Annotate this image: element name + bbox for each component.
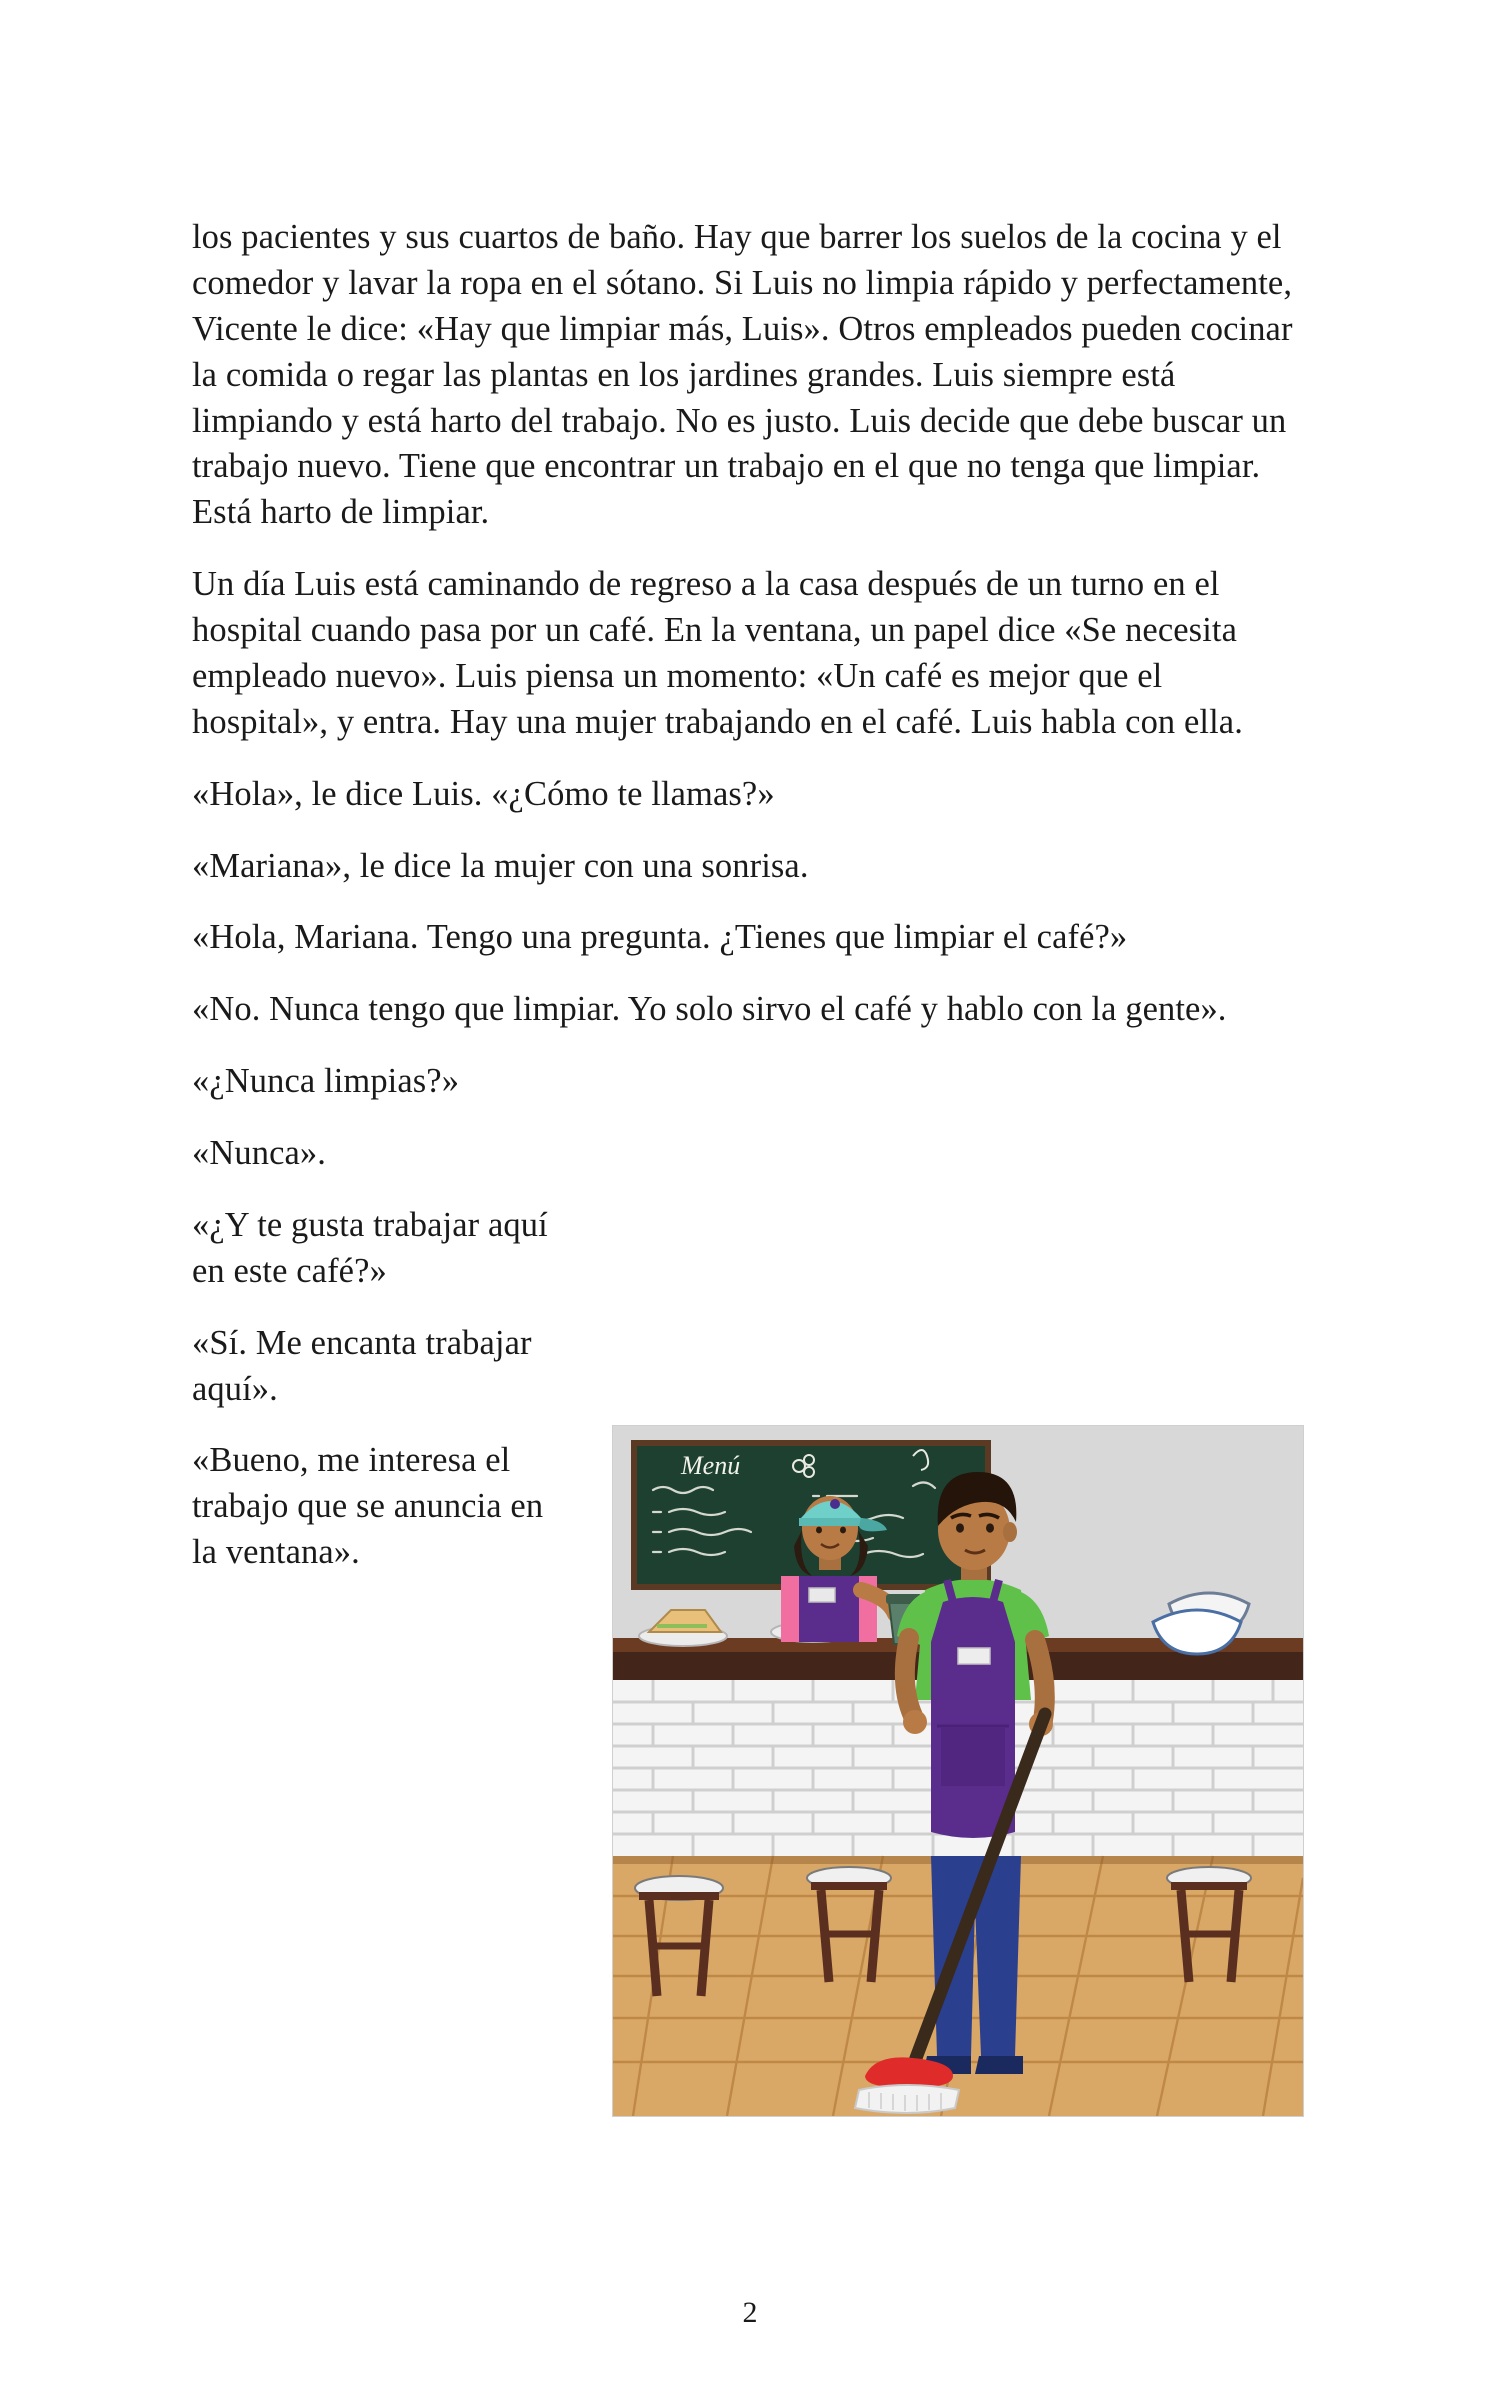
paragraph-3: «Hola», le dice Luis. «¿Cómo te llamas?» xyxy=(192,774,775,813)
cafe-illustration xyxy=(612,1425,1304,2117)
paragraph-1: los pacientes y sus cuartos de baño. Hay que barrer los suelos de la cocina y el comedor y lavar la ropa en el sótano. Si Luis no limpia rápido y perfectamente, Vicente le dice: «Hay que limpiar más, Luis». Otros empleados pueden cocinar la comida o regar las plantas en los jardines grandes. Luis siempre está limpiando y está harto del trabajo. No es justo. Luis decide que debe buscar un trabajo nuevo. Tiene que encontrar un trabajo en el que no tenga que limpiar. Está harto de limpiar. xyxy=(192,218,1293,532)
paragraph-8: «Nunca». xyxy=(192,1134,326,1172)
paragraph-11: «Bueno, me interesa el trabajo que se anuncia en la ventana». xyxy=(192,1441,544,1572)
paragraph-4: «Mariana», le dice la mujer con una sonrisa. xyxy=(192,846,809,885)
paragraph-6: «No. Nunca tengo que limpiar. Yo solo sirvo el café y hablo con la gente». xyxy=(192,990,1227,1029)
paragraph-9: «¿Y te gusta trabajar aquí en este café?» xyxy=(192,1205,548,1290)
paragraph-2: Un día Luis está caminando de regreso a la casa después de un turno en el hospital cuando pasa por un café. En la ventana, un papel dice «Se necesita empleado nuevo». Luis piensa un momento: «Un café es mejor que el hospital», y entra. Hay una mujer trabajando en el café. Luis habla con ella. xyxy=(192,565,1243,741)
paragraph-5: «Hola, Mariana. Tengo una pregunta. ¿Tienes que limpiar el café?» xyxy=(192,918,1128,957)
paragraph-10: «Sí. Me encanta trabajar aquí». xyxy=(192,1323,532,1408)
svg-text:Menú: Menú xyxy=(681,1451,741,1480)
paragraph-7: «¿Nunca limpias?» xyxy=(192,1062,460,1101)
page-number: 2 xyxy=(742,2296,758,2329)
